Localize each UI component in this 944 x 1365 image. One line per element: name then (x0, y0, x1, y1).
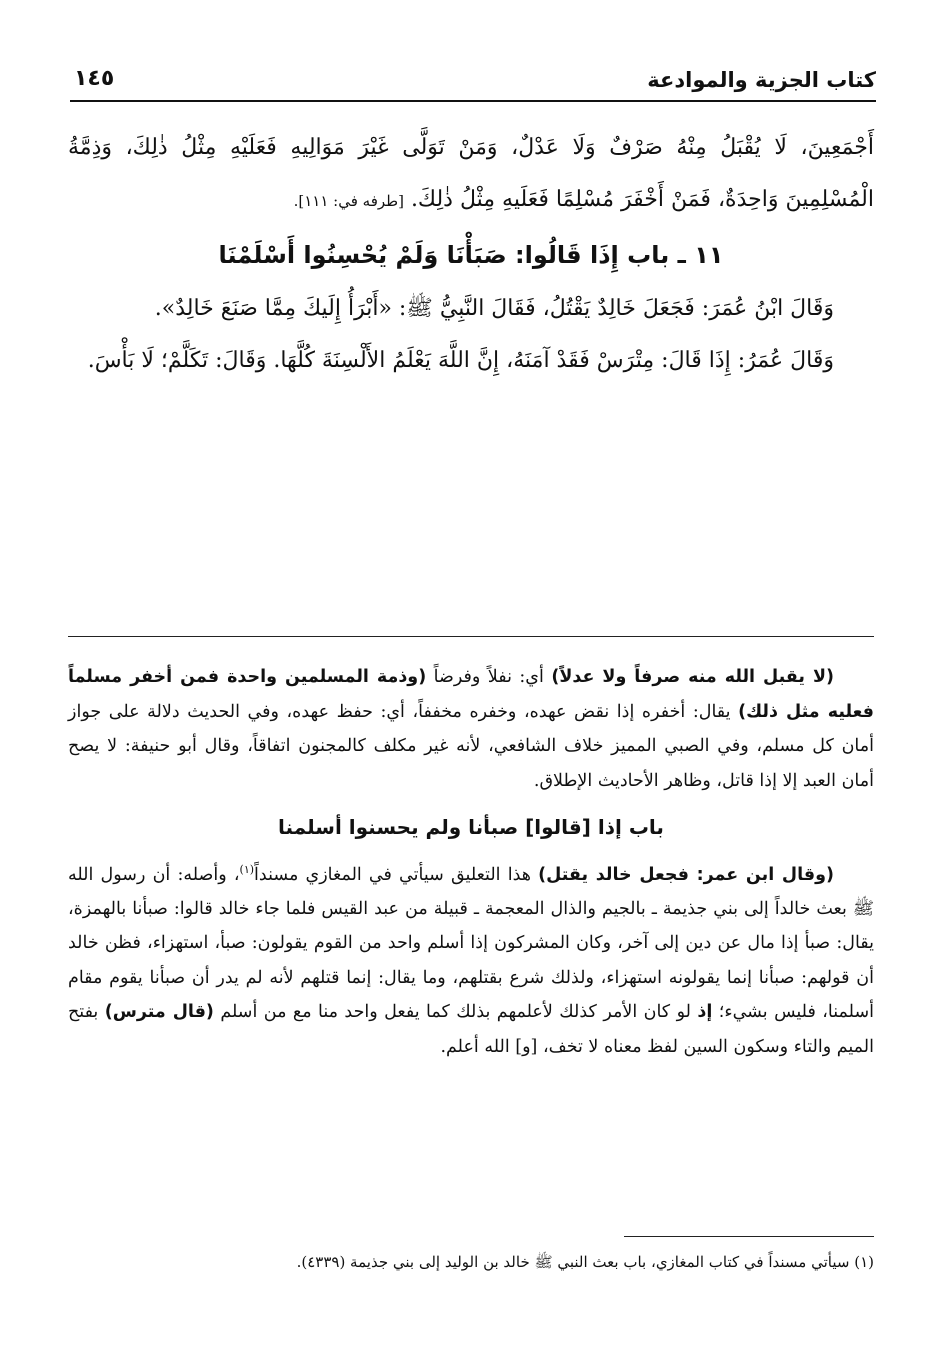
commentary-heading: باب إذا [قالوا] صبأنا ولم يحسنوا أسلمنا (278, 815, 664, 839)
commentary-paragraph-1 (68, 660, 874, 798)
running-header (70, 60, 876, 102)
commentary-text: هذا التعليق سيأتي في المغازي مسنداً (254, 864, 539, 885)
commentary-lemma: (قال مترس) (104, 1002, 214, 1023)
footnote-marker: (١) (239, 862, 255, 876)
ibn-umar-report: وَقَالَ ابْنُ عُمَرَ: فَجَعَلَ خَالِدٌ يَقْتُلُ، فَقَالَ النَّبِيُّ ﷺ: «أَبْرَأُ إِلَيكَ مِمَّا صَنَعَ خَالِدٌ». (154, 296, 834, 321)
section-divider (68, 636, 874, 637)
commentary-emphasis: إذ (697, 1002, 713, 1023)
footnote: (١) سيأتي مسنداً في كتاب المغازي، باب بعث النبي ﷺ خالد بن الوليد إلى بني جذيمة (٤٣٣٩). (296, 1253, 874, 1271)
commentary-lemma: (وذمة المسلمين واحدة فمن أخفر مسلماً فعليه مثل ذلك) (68, 667, 874, 722)
cross-reference: [طرفه في: ١١١]. (293, 192, 404, 210)
commentary-text: لو كان الأمر كذلك لأعلمهم بذلك كما يفعل واحد منا مع من أسلم (213, 1002, 698, 1023)
commentary (68, 660, 874, 1064)
chapter-heading: ١١ ـ باب إِذَا قَالُوا: صَبَأْنَا وَلَمْ يُحْسِنُوا أَسْلَمْنَا (218, 241, 724, 269)
commentary-text: يقال: أخفره إذا نقض عهده، وخفره مخففاً، أي: حفظ عهده، وفي الحديث دلالة على جواز أمان كل مسلم، وفي الصبي المميز خلاف الشافعي، لأنه غير مكلف كالمجنون اتفاقاً، وقال أبو حنيفة: لا يصح أمان العبد إلا إذا قاتل، وظاهر الأحاديث الإطلاق. (68, 701, 874, 791)
commentary-text: بفتح الميم والتاء وسكون السين لفظ معناه لا تخف، [و] الله أعلم. (68, 1002, 874, 1057)
commentary-text: أي: نفلاً وفرضاً (426, 667, 552, 687)
book-title: كتاب الجزية والموادعة (647, 68, 876, 92)
commentary-lemma: (لا يقبل الله منه صرفاً ولا عدلاً) (551, 667, 834, 687)
commentary-text: ، وأصله: أن رسول الله ﷺ بعث خالداً إلى بني جذيمة ـ بالجيم والذال المعجمة ـ قبيلة من عبد القيس فلما جاء خالد قالوا: صبأنا بالهمزة، يقال: صبأ إذا مال عن دين إلى آخر، وكان المشركون إذا أسلم واحد من القوم يقولون: صبأ، استهزاء، فظن خالد أن قولهم: صبأنا إنما يقولونه استهزاء، ولذلك شرع بقتلهم، وما يقال: إنما قتلهم لأنه لم يدر أن صبأنا يقوم مقام أسلمنا، فليس بشيء؛ (68, 864, 874, 1023)
hadith-continuation (68, 122, 874, 227)
commentary-lemma: (وقال ابن عمر: فجعل خالد يقتل) (538, 864, 834, 885)
page-number: ١٤٥ (74, 66, 115, 91)
hadith-text: أَجْمَعِينَ، لَا يُقْبَلُ مِنْهُ صَرْفٌ وَلَا عَدْلٌ، وَمَنْ تَوَلَّى غَيْرَ مَوَالِيهِ فَعَلَيْهِ مِثْلُ ذٰلِكَ، وَذِمَّةُ الْمُسْلِمِينَ وَاحِدَةٌ، فَمَنْ أَخْفَرَ مُسْلِمًا فَعَلَيهِ مِثْلُ ذٰلِكَ. (68, 135, 874, 212)
umar-report: وَقَالَ عُمَرُ: إِذَا قَالَ: مِتْرَسْ فَقَدْ آمَنَهُ، إِنَّ اللَّهَ يَعْلَمُ الأَلْسِنَةَ كُلَّهَا. وَقَالَ: تَكَلَّمْ؛ لَا بَأْسَ. (87, 348, 834, 373)
main-text (68, 122, 874, 387)
commentary-paragraph-2 (68, 853, 874, 1065)
footnote-rule (624, 1236, 874, 1237)
